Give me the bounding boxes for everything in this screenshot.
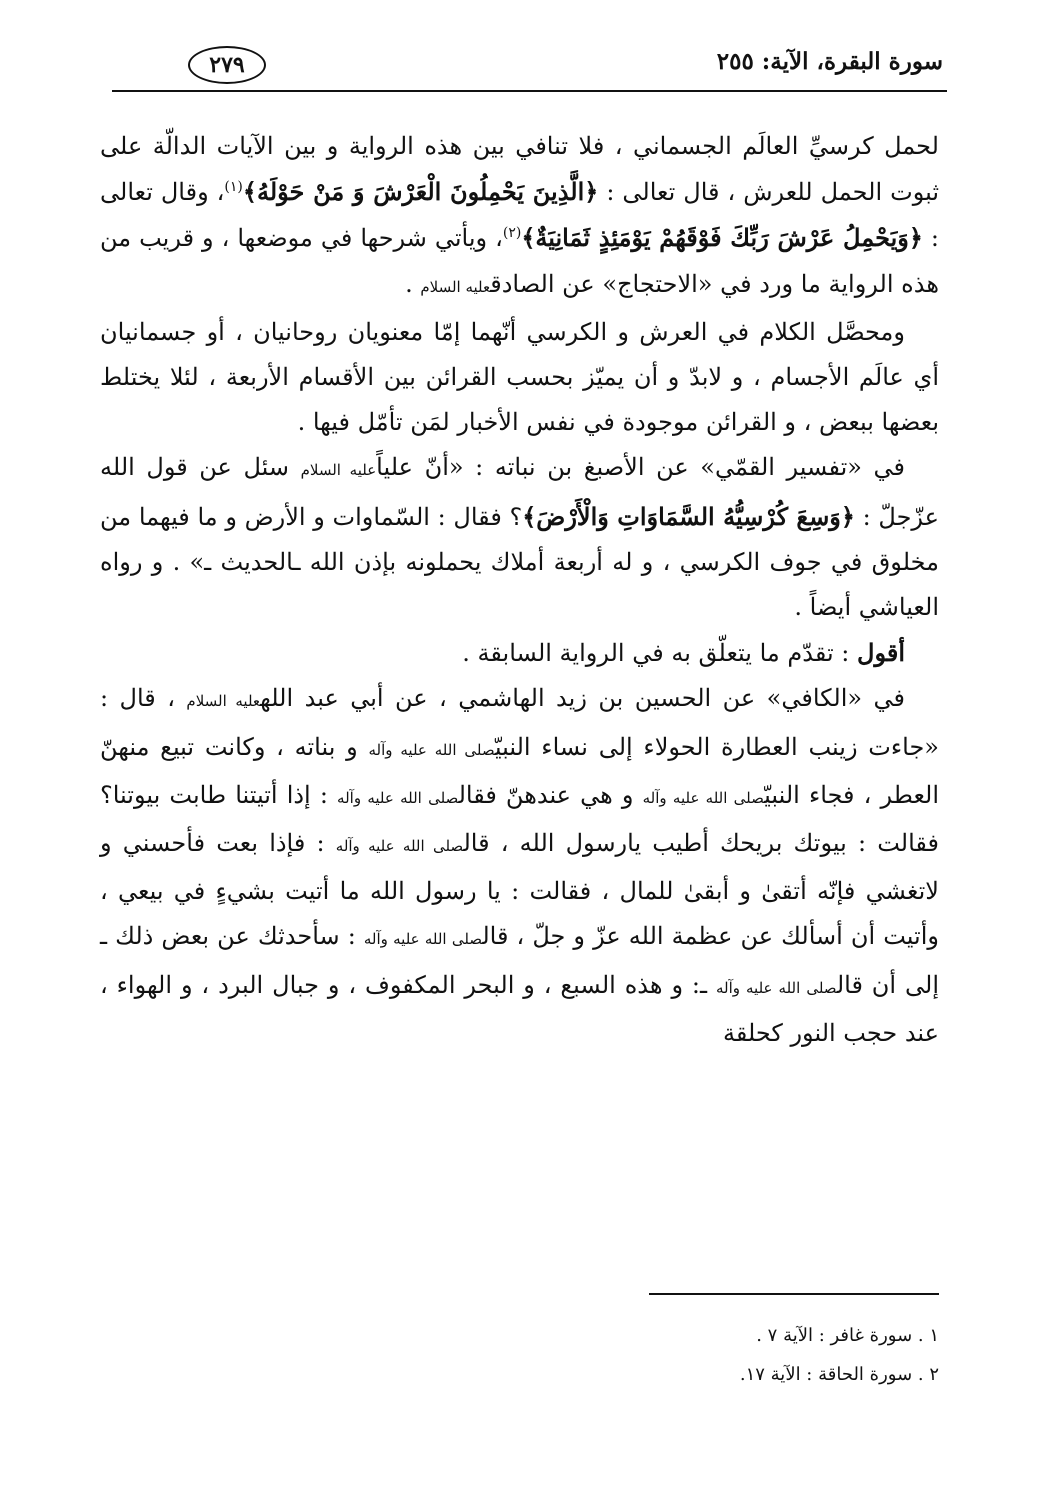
p3-text-2: سئل عن قول الله عزّجلّ : — [100, 453, 939, 531]
p5-text-6: : فإذا بعت فأحسني و لاتغشي فإنّه أتقىٰ و أبقىٰ للمال ، فقالت : يا رسول الله ما أتيت بشيءٍ في بيعي ، وأتيت أن أسألك عن عظمة الله عزّ و جلّ ، قال — [100, 829, 939, 951]
paragraph-5 — [100, 676, 939, 1056]
footnote-divider — [649, 1293, 939, 1295]
paragraph-1 — [100, 124, 939, 310]
footnote-2: ٢ . سورة الحاقة : الآية ١٧. — [739, 1364, 939, 1385]
page-number: ٢٧٩ — [188, 46, 266, 84]
p3-text-3: ؟ فقال : السّماوات و الأرض و ما فيهما من مخلوق في جوف الكرسي ، و له أربعة أملاك يحملونه بإذن الله ـالحديث ـ» . و رواه العياشي أيضاً . — [100, 502, 939, 622]
running-title: سورة البقرة، الآية: ٢٥٥ — [716, 48, 943, 75]
p1-text-2: ، وقال تعالى : — [100, 178, 939, 253]
salam-ligature: عليه السلام — [186, 692, 261, 711]
main-text — [100, 124, 939, 1056]
p5-text-2: ، قال : «جاءت زينب العطارة الحولاء إلى نساء النبيّ — [100, 684, 939, 761]
running-header — [112, 40, 947, 92]
p5-text-1: في «الكافي» عن الحسين بن زيد الهاشمي ، عن أبي عبد الله — [260, 684, 905, 713]
p5-text-5: : إذا أتيتنا طابت بيوتنا؟ فقالت : بيوتك بريحك أطيب يارسول الله ، قال — [100, 780, 939, 858]
p5-text-4: و هي عندهنّ فقال — [458, 780, 643, 809]
salawat-ligature: صلى الله عليه وآله — [368, 740, 495, 759]
paragraph-3 — [100, 445, 939, 630]
salawat-ligature: صلى الله عليه وآله — [335, 837, 464, 856]
salawat-ligature: صلى الله عليه وآله — [715, 978, 837, 997]
p5-text-8: ـ: و هذه السبع ، و البحر المكفوف ، و جبال البرد ، و الهواء ، عند حجب النور كحلقة — [100, 970, 939, 1047]
aqul-label: أقول — [857, 638, 905, 668]
paragraph-2: ومحصَّل الكلام في العرش و الكرسي أنّهما إمّا معنويان روحانيان ، أو جسمانيان أي عالَم الأجسام ، و لابدّ و أن يميّز بحسب القرائن بين الأقسام الأربعة ، لئلا يختلط بعضها ببعض ، و القرائن موجودة في نفس الأخبار لمَن تأمّل فيها . — [100, 317, 939, 437]
quran-verse-2: ﴿وَيَحْمِلُ عَرْشَ رَبِّكَ فَوْقَهُمْ يَوْمَئِذٍ ثَمَانِيَةٌ﴾ — [521, 223, 923, 253]
quran-verse-1: ﴿الَّذِينَ يَحْمِلُونَ الْعَرْشَ وَ مَنْ حَوْلَهُ﴾ — [242, 177, 599, 207]
p1-text-3: ، ويأتي شرحها في موضعها ، و قريب من هذه الرواية ما ورد في «الاحتجاج» عن الصادق — [100, 224, 939, 298]
footnote-ref-2: (٢) — [502, 225, 522, 242]
salawat-ligature: صلى الله عليه وآله — [363, 930, 483, 949]
paragraph-4 — [100, 630, 939, 676]
footnotes — [100, 1316, 939, 1394]
p5-text-3: و بناته ، وكانت تبيع منهنّ العطر ، فجاء النبيّ — [100, 732, 940, 809]
salam-ligature: عليه السلام — [300, 461, 377, 480]
salawat-ligature: صلى الله عليه وآله — [337, 788, 459, 807]
footnote-ref-1: (١) — [224, 179, 243, 196]
salawat-ligature: صلى الله عليه وآله — [642, 788, 765, 807]
footnote-1: ١ . سورة غافر : الآية ٧ . — [756, 1325, 939, 1346]
p1-text-1: لحمل كرسيِّ العالَم الجسماني ، فلا تنافي بين هذه الرواية و بين الآيات الدالّة على ثبوت الحمل للعرش ، قال تعالى : — [100, 132, 940, 207]
p1-text-4: . — [405, 269, 421, 298]
p5-text-7: : سأحدثك عن بعض ذلك ـ إلى أن قال — [100, 922, 939, 999]
salam-ligature: عليه السلام — [420, 277, 491, 296]
quran-verse-3: ﴿وَسِعَ كُرْسِيُّهُ السَّمَاوَاتِ وَالْأَرْضَ﴾ — [522, 501, 855, 531]
p3-text-1: في «تفسير القمّي» عن الأصبغ بن نباته : «أنّ علياً — [376, 453, 906, 482]
p4-text: : تقدّم ما يتعلّق به في الرواية السابقة . — [462, 639, 858, 668]
